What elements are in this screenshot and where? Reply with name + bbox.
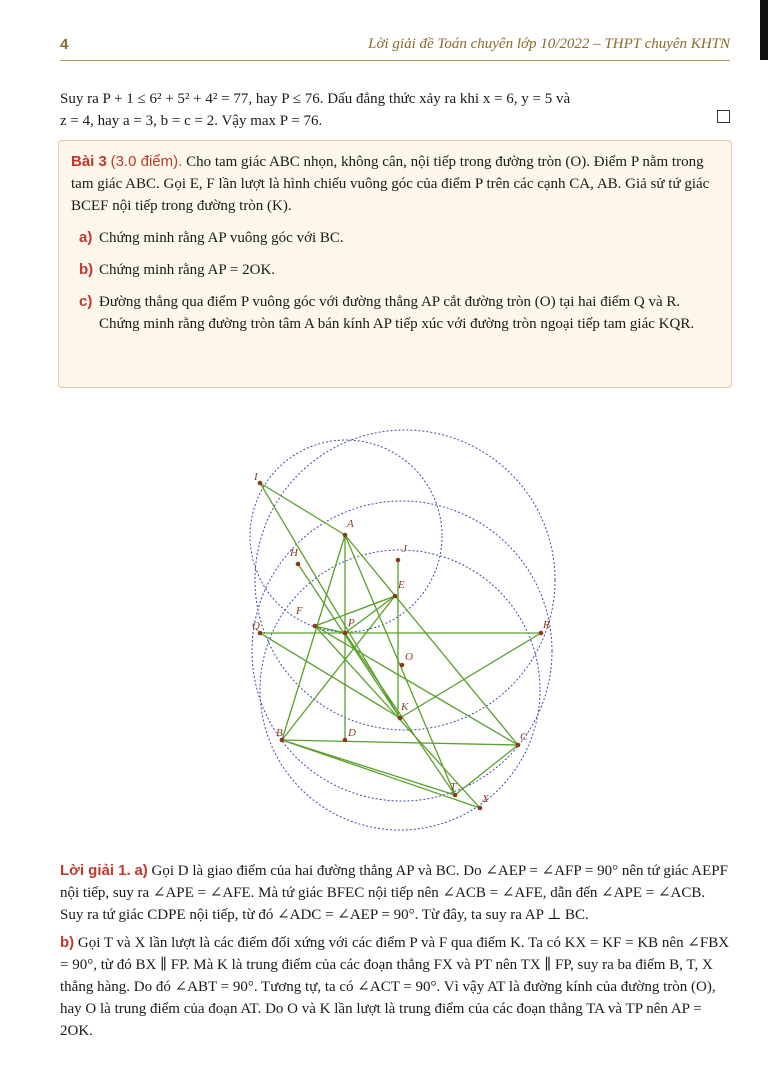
point-p: [343, 631, 348, 636]
points: [258, 481, 544, 811]
problem-item-c: [71, 291, 719, 335]
item-text-a: Chứng minh rằng AP vuông góc với BC.: [99, 230, 344, 246]
label-a: A: [347, 518, 354, 530]
label-f: F: [296, 605, 303, 617]
item-text-c: Đường thẳng qua điểm P vuông góc với đường thẳng AP cắt đường tròn (O) tại hai điểm Q và R. Chứng minh rằng đường tròn tâm A bán kính AP tiếp xúc với đường tròn ngoại tiếp tam giác KQR.: [99, 294, 695, 332]
problem-statement: [71, 151, 719, 217]
geometry-figure: [230, 400, 590, 840]
seg-pt: [345, 633, 455, 795]
label-q: Q: [252, 620, 260, 632]
label-k: K: [401, 701, 409, 713]
problem-box: [58, 140, 732, 388]
label-c: C: [520, 731, 528, 743]
page-number: 4: [60, 36, 69, 53]
point-j: [396, 558, 401, 563]
problem-text: Cho tam giác ABC nhọn, không cân, nội tiếp trong đường tròn (O). Điểm P nằm trong tam giác ABC. Gọi E, F lần lượt là hình chiếu vuông góc của điểm P trên các cạnh CA, AB. Giả sử tứ giác BCEF nội tiếp trong đường tròn (K).: [71, 154, 710, 214]
point-k: [398, 716, 403, 721]
solution-label: Lời giải 1.: [60, 862, 131, 879]
point-x: [478, 806, 483, 811]
label-o: O: [405, 651, 413, 663]
label-x: X: [482, 793, 489, 805]
problem-points: (3.0 điểm).: [110, 153, 183, 170]
problem-label: Bài 3: [71, 153, 107, 170]
solution-section: [60, 860, 730, 1042]
intro-line-2: z = 4, hay a = 3, b = c = 2. Vậy max P = 76.: [60, 113, 323, 129]
label-p: P: [348, 617, 355, 629]
running-title: Lời giải đề Toán chuyên lớp 10/2022 – THPT chuyên KHTN: [368, 36, 730, 52]
point-c: [516, 743, 521, 748]
point-a: [343, 533, 348, 538]
page-header: [60, 36, 730, 58]
problem-item-b: [71, 259, 719, 281]
solution-part-a-text: Gọi D là giao điểm của hai đường thẳng AP và BC. Do ∠AEP = ∠AFP = 90° nên tứ giác AEPF nội tiếp, suy ra ∠APE = ∠AFE. Mà tứ giác BFEC nội tiếp nên ∠ACB = ∠AFE, dẫn đến ∠APE = ∠ACB. Suy ra tứ giác CDPE nội tiếp, từ đó ∠ADC = ∠AEP = 90°. Từ đây, ta suy ra AP ⊥ BC.: [60, 863, 728, 923]
header-rule: [60, 60, 730, 61]
label-t: T: [450, 781, 457, 793]
problem-content: [71, 151, 719, 335]
label-b: B: [276, 727, 283, 739]
solution-part-a: [60, 860, 730, 926]
qed-square: [717, 110, 730, 123]
seg-hk: [298, 564, 400, 718]
solution-part-b: [60, 932, 730, 1042]
page-edge-marker: [760, 0, 768, 60]
point-f: [313, 624, 318, 629]
solution-part-b-text: Gọi T và X lần lượt là các điểm đối xứng với các điểm P và F qua điểm K. Ta có KX = KF = KB nên ∠FBX = 90°, từ đó BX ∥ FP. Mà K là trung điểm của các đoạn thẳng FX và PT nên TX ∥ FP, suy ra ba điểm B, T, X thẳng hàng. Do đó ∠ABT = 90°. Tương tự, ta có ∠ACT = 90°. Vì vậy AT là đường kính của đường tròn (O), hay O là trung điểm của đoạn AT. Do O và K lần lượt là trung điểm của các đoạn thẳng TA và TP nên AP = 2OK.: [60, 935, 730, 1039]
point-d: [343, 738, 348, 743]
point-i: [258, 481, 263, 486]
seg-tc: [455, 745, 518, 795]
circle-k: [260, 550, 540, 830]
point-o: [400, 663, 405, 668]
point-e: [393, 594, 398, 599]
point-r: [539, 631, 544, 636]
label-d: D: [348, 727, 356, 739]
label-h: H: [290, 547, 298, 559]
seg-bx: [282, 740, 480, 808]
label-r: R: [543, 619, 550, 631]
segments: [260, 483, 541, 808]
label-j: J: [402, 543, 407, 555]
label-e: E: [398, 579, 405, 591]
circle-large-top: [255, 430, 555, 730]
point-h: [296, 562, 301, 567]
seg-qk: [260, 633, 400, 718]
problem-item-a: [71, 227, 719, 249]
item-label-c: c): [79, 293, 93, 310]
solution-part-b-label: b): [60, 934, 75, 951]
label-i: I: [254, 471, 258, 483]
circles: [250, 430, 555, 830]
seg-rk: [400, 633, 541, 718]
item-label-b: b): [79, 261, 94, 278]
intro-line-1: Suy ra P + 1 ≤ 6² + 5² + 4² = 77, hay P ≤ 76. Dấu đẳng thức xảy ra khi x = 6, y = 5 và: [60, 91, 571, 107]
seg-bc: [282, 740, 518, 745]
solution-part-a-label: a): [134, 862, 148, 879]
item-text-b: Chứng minh rằng AP = 2OK.: [99, 262, 276, 278]
item-label-a: a): [79, 229, 93, 246]
seg-ac: [345, 535, 518, 745]
point-t: [453, 793, 458, 798]
